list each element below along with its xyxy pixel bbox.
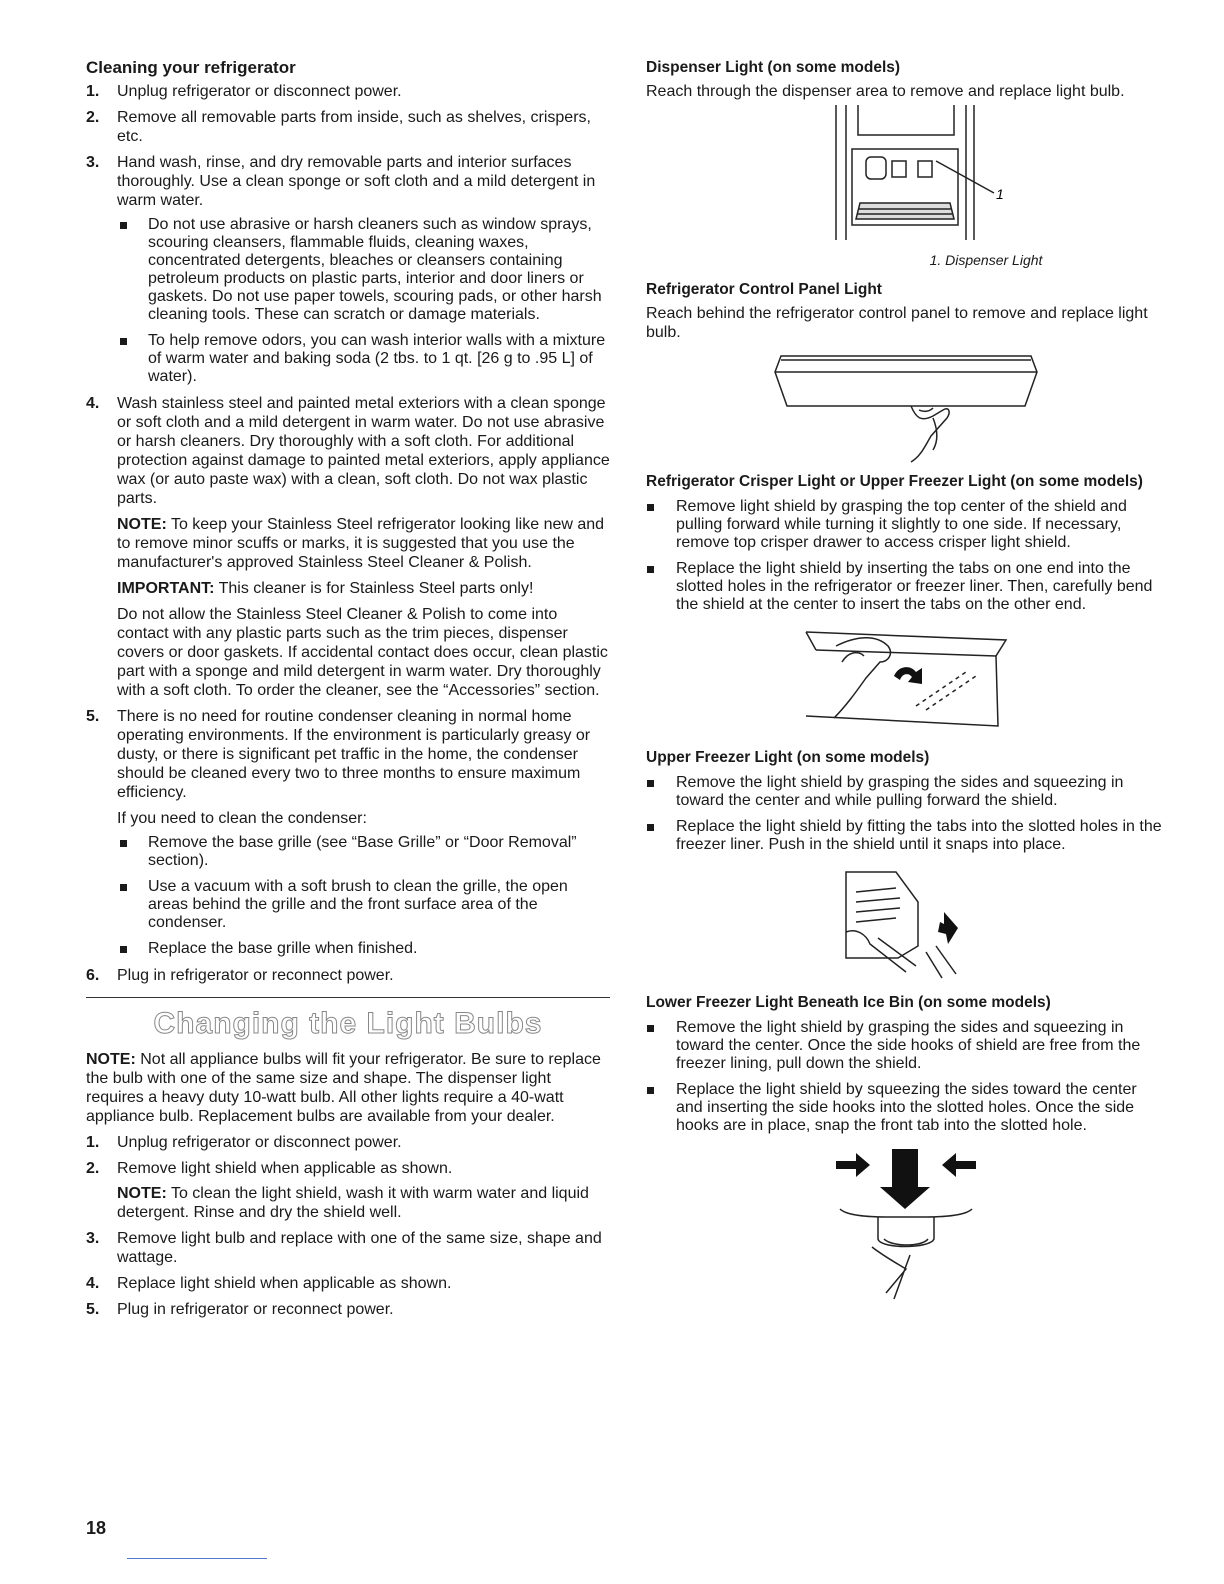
condenser-bullets: [117, 834, 610, 958]
lower-freezer-illustration: [826, 1143, 986, 1303]
cleaning-heading: Cleaning your refrigerator: [86, 58, 296, 77]
list-item: Use a vacuum with a soft brush to clean the grille, the open areas behind the grille and the front surface area of the condenser.: [117, 878, 610, 932]
bulbs-step-5: 5. Plug in refrigerator or reconnect power.: [86, 1301, 394, 1318]
list-item: Remove the light shield by grasping the sides and squeezing in toward the center and while pulling forward the shield.: [646, 774, 1166, 810]
upper-freezer-heading: Upper Freezer Light (on some models): [646, 749, 930, 766]
dispenser-light-illustration: [806, 105, 1006, 245]
right-column: [646, 58, 1166, 1309]
list-item: Remove the light shield by grasping the sides and squeezing in toward the center. Once the side hooks of shield are free from the freezer lining, pull down the shield.: [646, 1019, 1166, 1073]
bulbs-note: NOTE: Not all appliance bulbs will fit your refrigerator. Be sure to replace the bulb with one of the same size and shape. The dispenser light requires a heavy duty 10-watt bulb. All other lights require a 40-watt appliance bulb. Replacement bulbs are available from your dealer.: [86, 1051, 601, 1125]
control-panel-illustration: [761, 346, 1051, 466]
arrow-right-icon: [836, 1153, 870, 1177]
page-number: 18: [86, 1518, 107, 1538]
footer-line: [127, 1558, 267, 1559]
stainless-important: IMPORTANT: This cleaner is for Stainless Steel parts only!: [117, 580, 534, 597]
crisper-light-heading: Refrigerator Crisper Light or Upper Freezer Light (on some models): [646, 473, 1143, 490]
list-item: Replace the base grille when finished.: [117, 940, 610, 958]
upper-freezer-bullets: [646, 774, 1166, 854]
cleaning-step-3: 3. Hand wash, rinse, and dry removable parts and interior surfaces thoroughly. Use a clean sponge or soft cloth and a mild detergent in warm water. Do not use abrasive or harsh cleaners such as window sprays, scouring cleansers, flammable fluids, cleaning waxes, concentrated detergents, bleaches or cleansers containing petroleum products on plastic parts, interior and door liners or gaskets. Do not use paper towels, scouring pads, or other harsh cleaning tools. These can scratch or damage materials. To help remove odors, you can wash interior walls with a mixture of warm water and baking soda (2 tbs. to 1 qt. [26 g to .95 L] of water).: [86, 153, 610, 386]
list-item: Replace the light shield by squeezing the sides toward the center and inserting the side hooks into the slotted holes. Once the side hooks are in place, snap the front tab into the slotted hole.: [646, 1081, 1166, 1135]
list-item: Do not use abrasive or harsh cleaners such as window sprays, scouring cleansers, flammable fluids, cleaning waxes, concentrated detergents, bleaches or cleansers containing petroleum products on plastic parts, interior and door liners or gaskets. Do not use paper towels, scouring pads, or other harsh cleaning tools. These can scratch or damage materials.: [117, 216, 610, 324]
callout-number: 1: [996, 186, 1004, 202]
stainless-warning: Do not allow the Stainless Steel Cleaner & Polish to come into contact with any plastic parts such as the trim pieces, dispenser covers or door gaskets. If accidental contact does occur, clean plastic part with a sponge and mild detergent in warm water. Dry thoroughly with a soft cloth. To order the cleaner, see the “Accessories” section.: [117, 606, 608, 699]
upper-freezer-illustration: [826, 862, 986, 987]
bulbs-section-title: Changing the Light Bulbs: [153, 1007, 543, 1040]
list-item: Remove the base grille (see “Base Grille” or “Door Removal” section).: [117, 834, 610, 870]
shield-clean-note: NOTE: To clean the light shield, wash it with warm water and liquid detergent. Rinse and dry the shield well.: [117, 1185, 589, 1221]
cleaning-step-5: 5. There is no need for routine condenser cleaning in normal home operating environments. If the environment is particularly greasy or dusty, or there is significant pet traffic in the home, the condenser should be cleaned every two to three months to ensure maximum efficiency. If you need to clean the condenser: Remove the base grille (see “Base Grille” or “Door Removal” section). Use a vacuum with a soft brush to clean the grille, the open areas behind the grille and the front surface area of the condenser. Replace the base grille when finished.: [86, 707, 610, 958]
cleaning-step-3-bullets: [117, 216, 610, 386]
list-item: Replace the light shield by fitting the tabs into the slotted holes in the freezer liner. Push in the shield until it snaps into place.: [646, 818, 1166, 854]
dispenser-light-heading: Dispenser Light (on some models): [646, 59, 901, 76]
cleaning-step-4: 4. Wash stainless steel and painted metal exteriors with a clean sponge or soft cloth and a mild detergent in warm water. Do not use abrasive or harsh cleaners. Dry thoroughly with a soft cloth. For additional protection against damage to painted metal exteriors, apply appliance wax (or auto paste wax) with a clean, soft cloth. Do not wax plastic parts. NOTE: To keep your Stainless Steel refrigerator looking like new and to remove minor scuffs or marks, it is suggested that you use the manufacturer's approved Stainless Steel Cleaner & Polish. IMPORTANT: This cleaner is for Stainless Steel parts only! Do not allow the Stainless Steel Cleaner & Polish to come into contact with any plastic parts such as the trim pieces, dispenser covers or door gaskets. If accidental contact does occur, clean plastic part with a sponge and mild detergent in warm water. Dry thoroughly with a soft cloth. To order the cleaner, see the “Accessories” section.: [86, 395, 610, 699]
dispenser-light-text: Reach through the dispenser area to remove and replace light bulb.: [646, 83, 1125, 100]
arrow-left-icon: [942, 1153, 976, 1177]
list-item: Replace the light shield by inserting the tabs on one end into the slotted holes in the refrigerator or freezer liner. Then, carefully bend the shield at the center to insert the tabs on the other end.: [646, 560, 1166, 614]
control-panel-text: Reach behind the refrigerator control panel to remove and replace light bulb.: [646, 305, 1148, 341]
bulbs-steps: [86, 1133, 610, 1319]
list-item: To help remove odors, you can wash interior walls with a mixture of warm water and baking soda (2 tbs. to 1 qt. [26 g to .95 L] of water).: [117, 332, 610, 386]
control-panel-heading: Refrigerator Control Panel Light: [646, 281, 882, 298]
bulbs-step-1: 1. Unplug refrigerator or disconnect power.: [86, 1134, 402, 1151]
cleaning-step-2: 2. Remove all removable parts from inside, such as shelves, crispers, etc.: [86, 109, 591, 145]
cleaning-step-1: 1. Unplug refrigerator or disconnect power.: [86, 83, 402, 100]
lower-freezer-bullets: [646, 1019, 1166, 1135]
bulbs-step-4: 4. Replace light shield when applicable as shown.: [86, 1275, 452, 1292]
section-divider: [86, 997, 610, 998]
bulbs-step-2: 2. Remove light shield when applicable as shown. NOTE: To clean the light shield, wash it with warm water and liquid detergent. Rinse and dry the shield well.: [86, 1159, 610, 1222]
stainless-note: NOTE: To keep your Stainless Steel refrigerator looking like new and to remove minor scuffs or marks, it is suggested that you use the manufacturer's approved Stainless Steel Cleaner & Polish.: [117, 516, 605, 571]
dispenser-light-caption: 1. Dispenser Light: [929, 252, 1043, 268]
crisper-light-bullets: [646, 498, 1166, 614]
list-item: Remove light shield by grasping the top center of the shield and pulling forward while turning it slightly to one side. If necessary, remove top crisper drawer to access crisper light shield.: [646, 498, 1166, 552]
left-column: [86, 58, 610, 1326]
cleaning-steps: [86, 82, 610, 985]
arrow-down-icon: [880, 1149, 930, 1209]
crisper-shield-illustration: [776, 622, 1036, 742]
bulbs-step-3: 3. Remove light bulb and replace with one of the same size, shape and wattage.: [86, 1230, 602, 1266]
condenser-intro: If you need to clean the condenser:: [117, 810, 367, 827]
cleaning-step-6: 6. Plug in refrigerator or reconnect power.: [86, 967, 394, 984]
lower-freezer-heading: Lower Freezer Light Beneath Ice Bin (on some models): [646, 994, 1051, 1011]
